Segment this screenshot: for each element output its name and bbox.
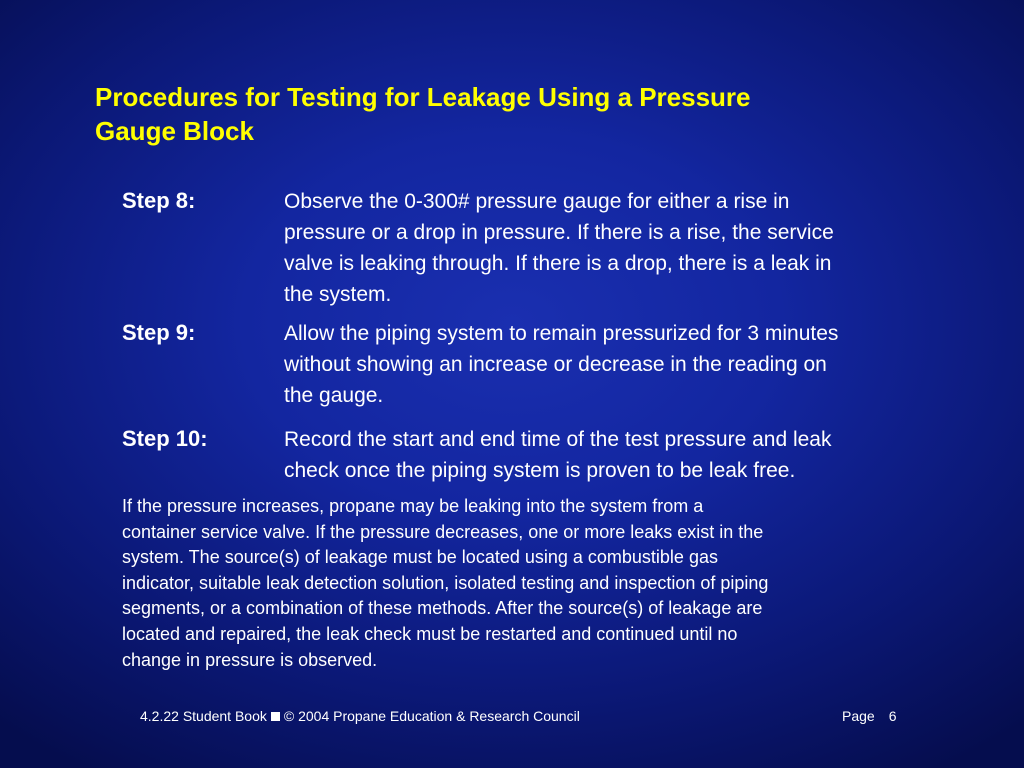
- step-9-label: Step 9:: [122, 320, 196, 345]
- footer-copyright: © 2004 Propane Education & Research Council: [283, 708, 580, 724]
- step-text-line: Record the start and end time of the test pressure and leak: [284, 428, 832, 451]
- step-8-label: Step 8:: [122, 188, 196, 213]
- note-line: container service valve. If the pressure decreases, one or more leaks exist in the: [122, 521, 764, 542]
- step-10-label: Step 10:: [122, 426, 208, 451]
- footer-source: [140, 706, 580, 726]
- note-line: indicator, suitable leak detection solution, isolated testing and inspection of piping: [122, 572, 769, 593]
- note-line: located and repaired, the leak check must be restarted and continued until no: [122, 623, 738, 644]
- step-8-text: [284, 186, 974, 310]
- step-text-line: the system.: [284, 283, 392, 306]
- step-text-line: the gauge.: [284, 384, 384, 407]
- step-text-line: without showing an increase or decrease in the reading on: [284, 353, 827, 376]
- step-text-line: pressure or a drop in pressure. If there is a rise, the service: [284, 221, 834, 244]
- step-text-line: Observe the 0-300# pressure gauge for either a rise in: [284, 190, 790, 213]
- note-line: If the pressure increases, propane may be leaking into the system from a: [122, 496, 704, 516]
- step-10-text: [284, 424, 974, 486]
- square-bullet-icon: [271, 712, 280, 721]
- slide-title-line: Procedures for Testing for Leakage Using a Pressure: [95, 82, 751, 112]
- step-text-line: Allow the piping system to remain pressurized for 3 minutes: [284, 322, 839, 345]
- step-text-line: check once the piping system is proven to be leak free.: [284, 459, 796, 482]
- footer-book-ref: 4.2.22 Student Book: [140, 708, 267, 724]
- slide-title: [95, 80, 915, 148]
- leak-note-paragraph: [122, 494, 962, 673]
- footer-page: [842, 706, 897, 726]
- page-label: Page: [842, 708, 875, 724]
- slide-title-line: Gauge Block: [95, 116, 254, 146]
- step-text-line: valve is leaking through. If there is a drop, there is a leak in: [284, 252, 832, 275]
- slide-footer: [0, 706, 1024, 726]
- note-line: system. The source(s) of leakage must be located using a combustible gas: [122, 547, 718, 568]
- page-number: 6: [888, 708, 897, 724]
- note-line: segments, or a combination of these methods. After the source(s) of leakage are: [122, 598, 763, 619]
- step-9-text: [284, 318, 974, 411]
- note-line: change in pressure is observed.: [122, 649, 378, 670]
